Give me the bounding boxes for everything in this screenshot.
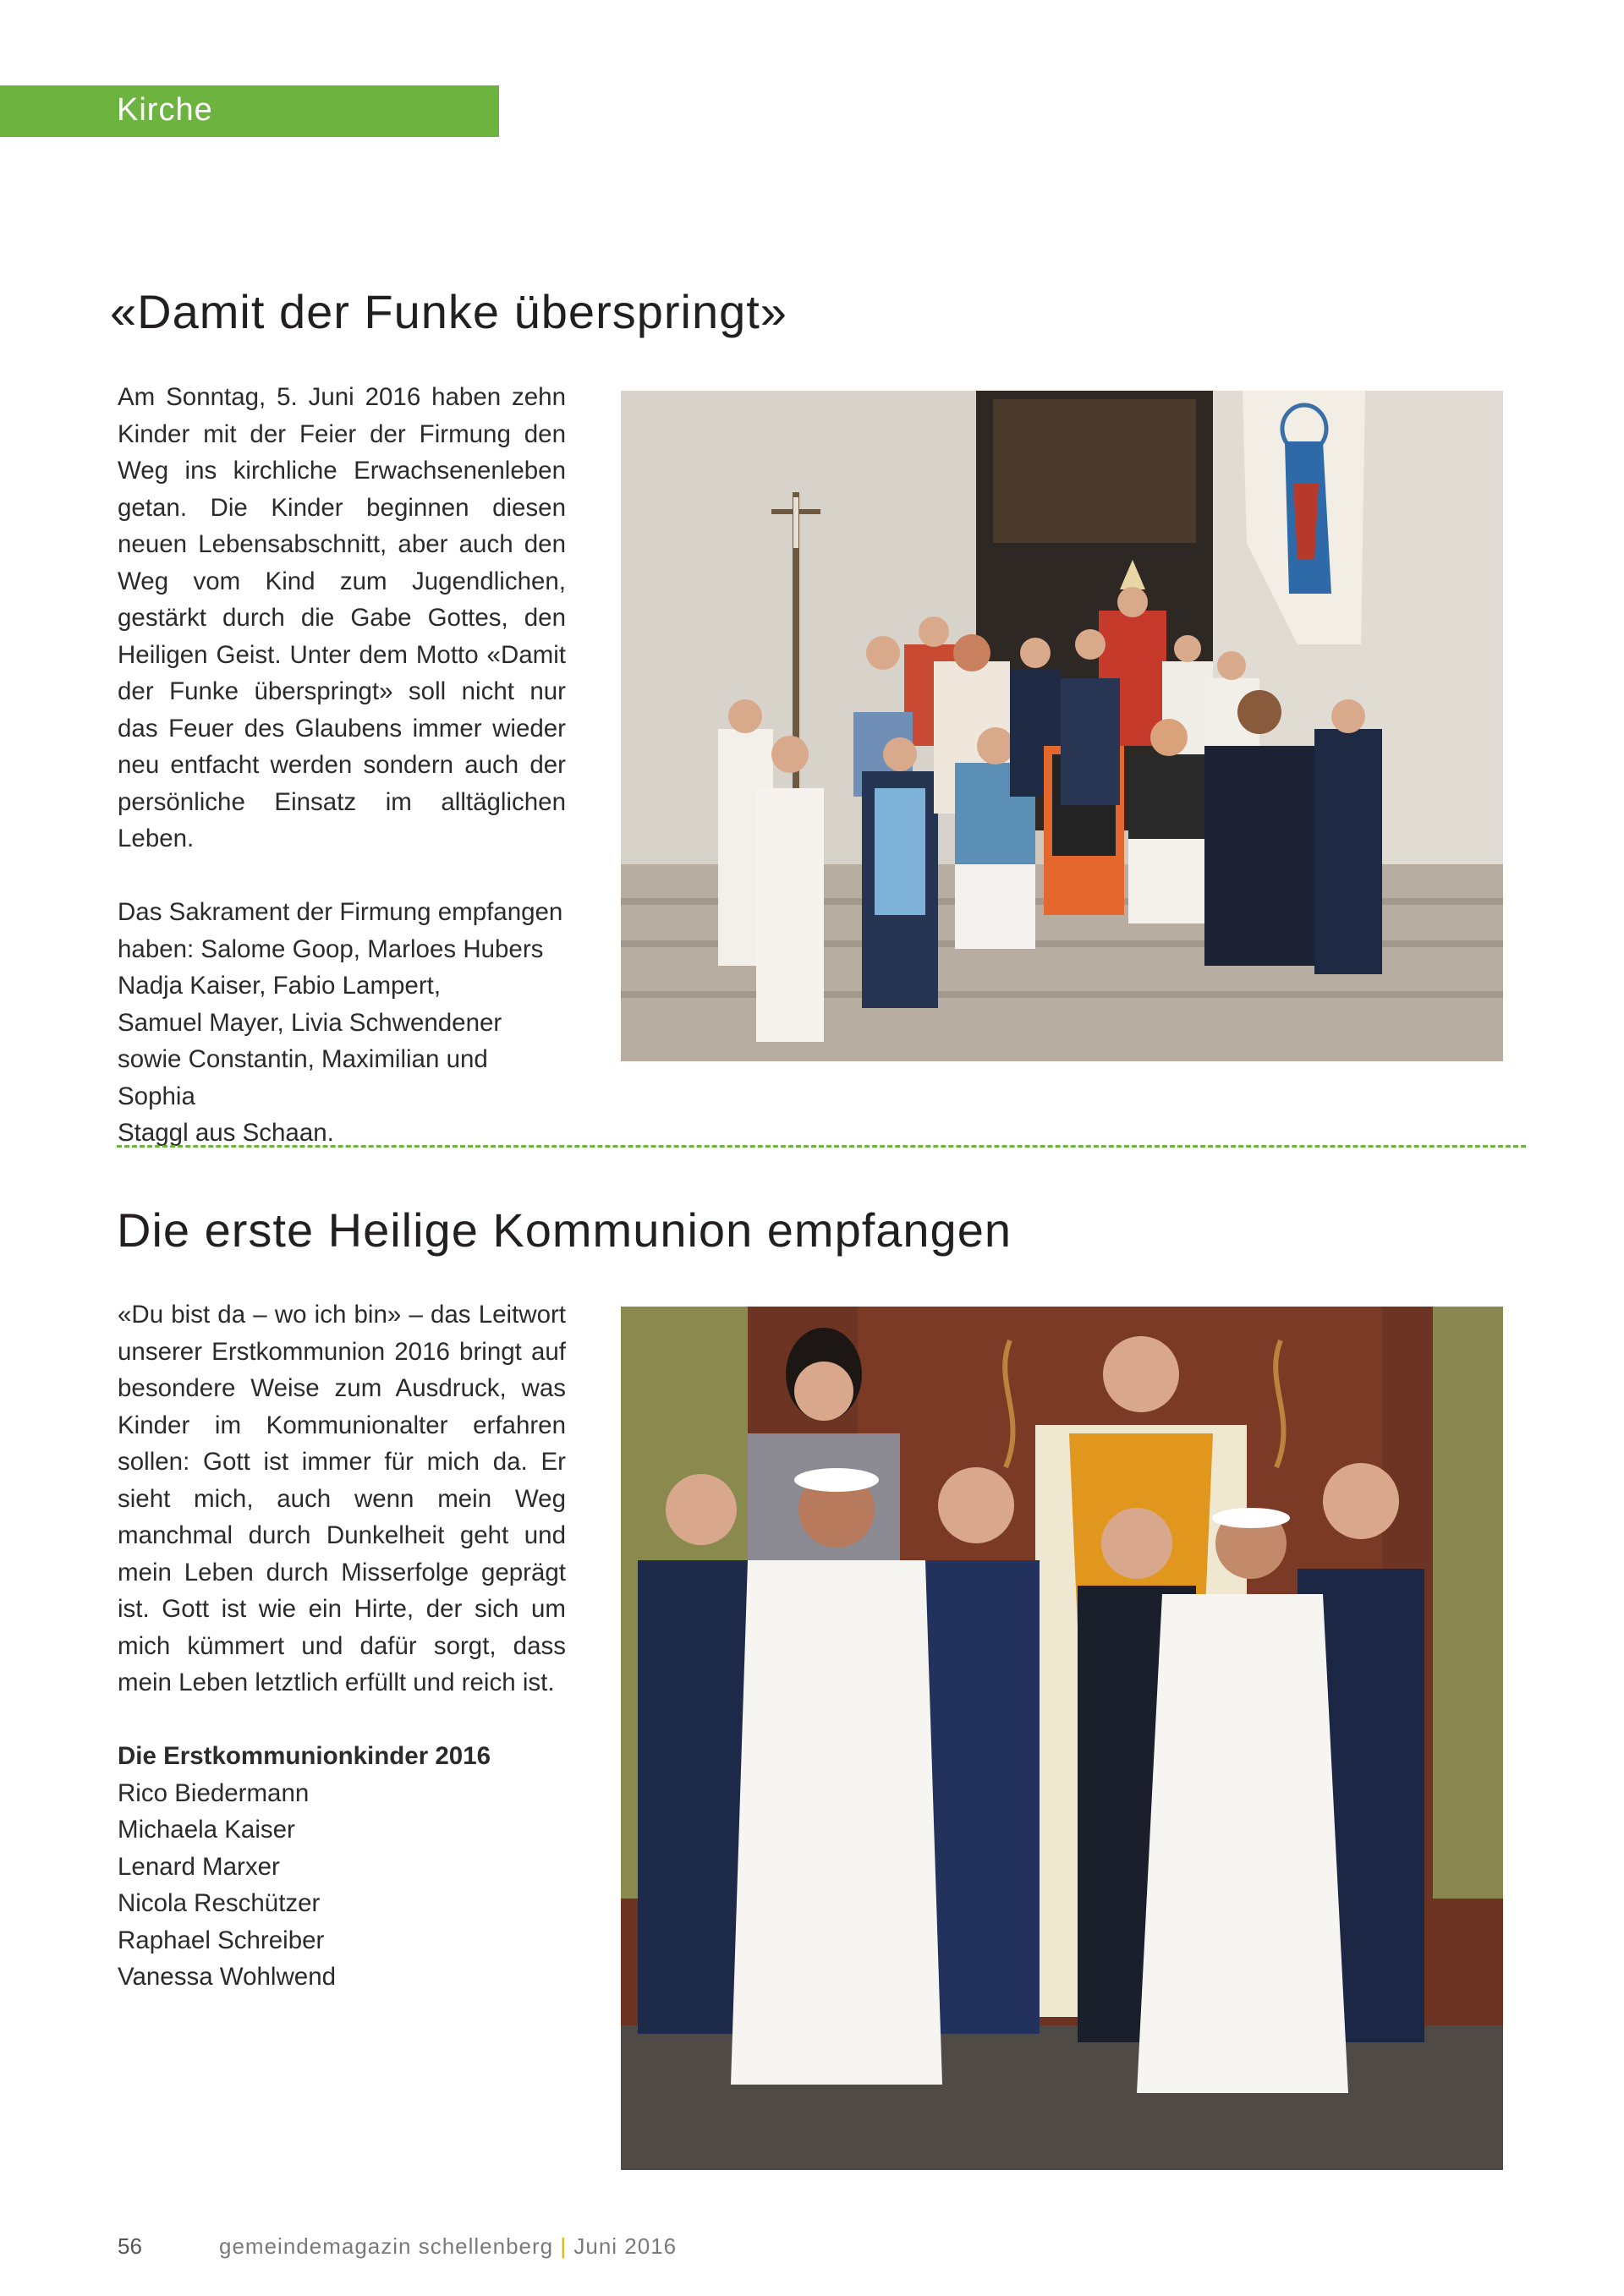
child-name: Lenard Marxer (118, 1852, 280, 1881)
child-name: Vanessa Wohlwend (118, 1963, 337, 1991)
kommunion-text-column (118, 1296, 566, 1996)
firmung-names (118, 894, 566, 1152)
firmung-text-column (118, 379, 566, 1152)
firmung-names-line: Samuel Mayer, Livia Schwendener (118, 1008, 502, 1037)
magazine-info (219, 2233, 677, 2260)
kommunion-heading: Die erste Heilige Kommunion empfangen (117, 1203, 1012, 1257)
section-tab (0, 85, 499, 137)
footer-separator: | (560, 2233, 568, 2259)
section-label: Kirche (117, 92, 213, 128)
kommunion-children-list (118, 1775, 566, 1996)
firmung-names-line: Staggl aus Schaan. (118, 1119, 334, 1147)
firmung-names-line: Nadja Kaiser, Fabio Lampert, (118, 972, 442, 1000)
firmung-names-line: haben: Salome Goop, Marloes Hubers (118, 934, 544, 963)
child-name: Michaela Kaiser (118, 1816, 295, 1844)
kommunion-list-title: Die Erstkommunionkinder 2016 (118, 1742, 491, 1770)
magazine-name: gemeindemagazin schellenberg (219, 2233, 554, 2259)
kommunion-group-photo (621, 1307, 1503, 2170)
firmung-group-photo (621, 391, 1503, 1061)
firmung-body: Am Sonntag, 5. Juni 2016 haben zehn Kinder mit der Feier der Firmung den Weg ins kirchliche Erwachsenenleben getan. Die Kinder beginnen diesen neuen Lebensabschnitt, aber auch den Weg vom Kind zum Jugendlichen, gestärkt durch die Gabe Gottes, den Heiligen Geist. Unter dem Motto «Damit der Funke überspringt» soll nicht nur das Feuer des Glaubens immer wieder neu entfacht werden sondern auch der persönliche Einsatz im alltäglichen Leben. (118, 383, 566, 852)
firmung-names-line: Das Sakrament der Firmung empfangen (118, 898, 563, 926)
page-footer (118, 2233, 678, 2260)
page-number: 56 (118, 2233, 142, 2259)
firmung-heading: «Damit der Funke überspringt» (110, 285, 787, 338)
firmung-names-line: sowie Constantin, Maximilian und Sophia (118, 1045, 488, 1110)
child-name: Nicola Reschützer (118, 1889, 321, 1917)
issue-date: Juni 2016 (573, 2233, 678, 2259)
child-name: Rico Biedermann (118, 1778, 310, 1807)
child-name: Raphael Schreiber (118, 1926, 325, 1954)
section-divider (117, 1145, 1526, 1148)
kommunion-body: «Du bist da – wo ich bin» – das Leitwort unserer Erstkommunion 2016 bringt auf besondere Weise zum Ausdruck, was Kinder im Kommunionalter erfahren sollen: Gott ist immer für mich da. Er sieht mich, auch wenn mein Weg manchmal durch Dunkelheit geht und mein Leben durch Misserfolge geprägt ist. Gott ist wie ein Hirte, der sich um mich kümmert und dafür sorgt, dass mein Leben letztlich erfüllt und reich ist. (118, 1301, 566, 1696)
